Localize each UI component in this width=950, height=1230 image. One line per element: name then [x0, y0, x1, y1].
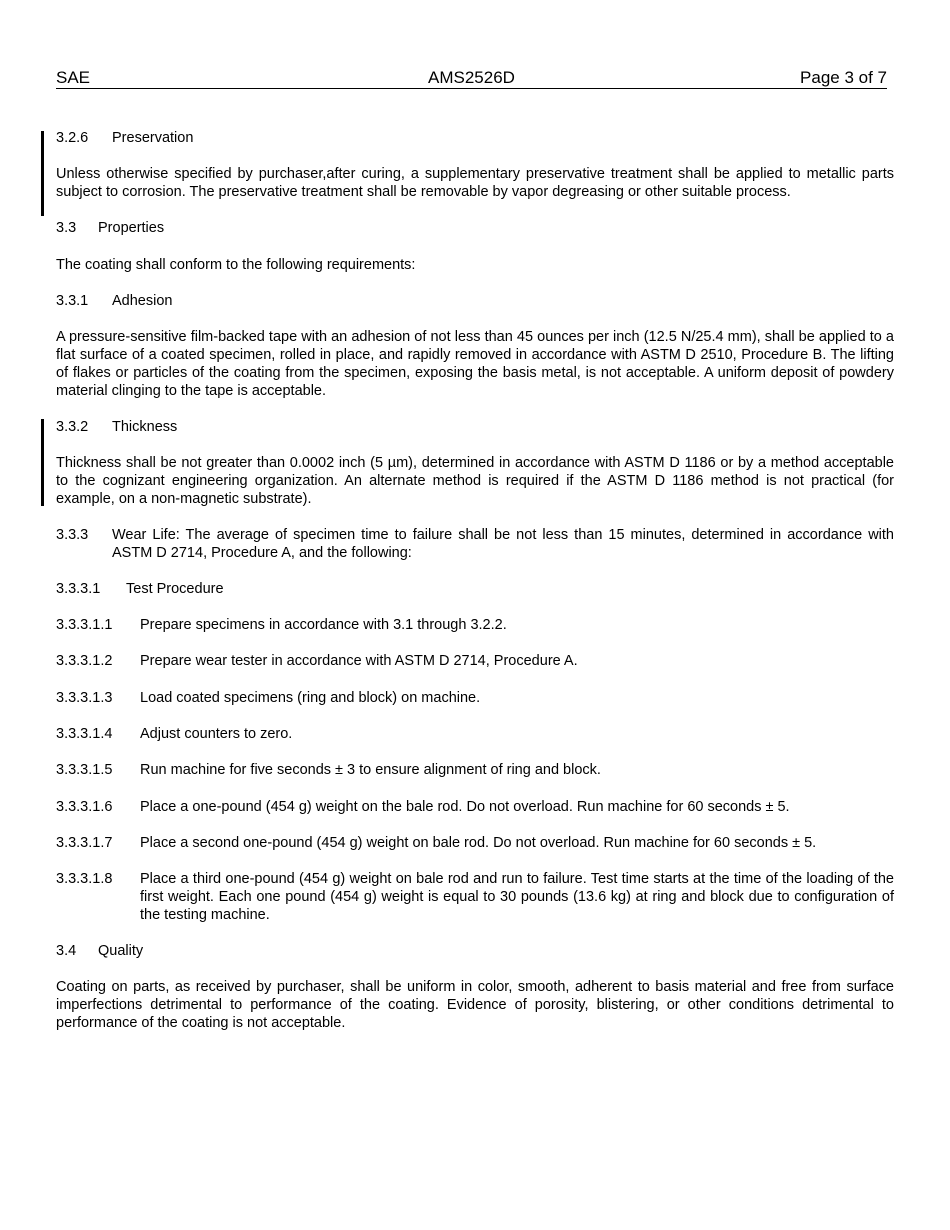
step-text: Prepare wear tester in accordance with ASTM D 2714, Procedure A.: [140, 653, 578, 669]
section-hanging-paragraph: [56, 526, 894, 562]
header-org: SAE: [56, 68, 91, 87]
procedure-step: [56, 652, 894, 670]
section-title: Preservation: [112, 130, 194, 146]
section-paragraph: A pressure-sensitive film-backed tape with an adhesion of not less than 45 ounces per inch (12.5 N/25.4 mm), shall be applied to a flat surface of a coated specimen, rolled in place, and rapidly removed in accordance with ASTM D 2510, Procedure B. The lifting of flakes or particles of the coating from the specimen, exposing the basis metal, is not acceptable. A uniform deposit of powdery material clinging to the tape is acceptable.: [56, 329, 894, 399]
section-number: 3.3.3: [56, 527, 89, 543]
section-heading: [56, 942, 894, 960]
step-text: Place a one-pound (454 g) weight on the bale rod. Do not overload. Run machine for 60 seconds ± 5.: [140, 799, 790, 815]
step-number: 3.3.3.1.8: [56, 871, 113, 887]
procedure-step: [56, 725, 894, 743]
procedure-step: [56, 870, 894, 924]
section-title: Test Procedure: [126, 581, 224, 597]
header-doc-number: AMS2526D: [428, 68, 515, 87]
step-text: Place a second one-pound (454 g) weight on bale rod. Do not overload. Run machine for 60 seconds ± 5.: [140, 835, 817, 851]
section-paragraph: The coating shall conform to the following requirements:: [56, 257, 416, 273]
section-number: 3.3.2: [56, 419, 89, 435]
section-heading: [56, 418, 894, 436]
section-title: Quality: [98, 943, 144, 959]
step-number: 3.3.3.1.1: [56, 617, 113, 633]
step-number: 3.3.3.1.6: [56, 799, 113, 815]
step-text: Place a third one-pound (454 g) weight on bale rod and run to failure. Test time starts at the time of the loading of the first weight. Each one pound (454 g) weight is equal to 30 pounds (13.6 kg) at ring and block due to configuration of the testing machine.: [140, 871, 894, 923]
revision-change-bar: [41, 419, 44, 506]
procedure-step: [56, 689, 894, 707]
header-page-number: Page 3 of 7: [800, 68, 887, 87]
step-number: 3.3.3.1.3: [56, 690, 113, 706]
section-number: 3.4: [56, 943, 77, 959]
procedure-step: [56, 616, 894, 634]
step-text: Prepare specimens in accordance with 3.1 through 3.2.2.: [140, 617, 507, 633]
section-paragraph: Thickness shall be not greater than 0.0002 inch (5 µm), determined in accordance with ASTM D 1186 or by a method acceptable to the cognizant engineering organization. An alternate method is required if the ASTM D 1186 method is not practical (for example, on a non-magnetic substrate).: [56, 455, 894, 507]
section-heading: [56, 580, 894, 598]
procedure-step: [56, 761, 894, 779]
procedure-step: [56, 798, 894, 816]
step-number: 3.3.3.1.5: [56, 762, 113, 778]
section-title: Properties: [98, 220, 165, 236]
section-paragraph: Unless otherwise specified by purchaser,after curing, a supplementary preservative treatment shall be applied to metallic parts subject to corrosion. The preservative treatment shall be removable by vapor degreasing or other suitable process.: [56, 166, 894, 200]
procedure-step: [56, 834, 894, 852]
step-text: Load coated specimens (ring and block) on machine.: [140, 690, 481, 706]
section-number: 3.3.1: [56, 293, 89, 309]
page-header: [56, 68, 887, 89]
section-title: Thickness: [112, 419, 178, 435]
section-number: 3.3: [56, 220, 77, 236]
step-text: Adjust counters to zero.: [140, 726, 293, 742]
revision-change-bar: [41, 131, 44, 216]
section-heading: [56, 292, 894, 310]
section-title: Adhesion: [112, 293, 173, 309]
section-number: 3.2.6: [56, 130, 89, 146]
section-number: 3.3.3.1: [56, 581, 101, 597]
section-heading: [56, 129, 894, 147]
step-text: Run machine for five seconds ± 3 to ensure alignment of ring and block.: [140, 762, 601, 778]
section-text: Wear Life: The average of specimen time to failure shall be not less than 15 minutes, determined in accordance with ASTM D 2714, Procedure A, and the following:: [112, 527, 894, 561]
step-number: 3.3.3.1.7: [56, 835, 113, 851]
step-number: 3.3.3.1.4: [56, 726, 113, 742]
section-heading: [56, 219, 894, 237]
section-paragraph: Coating on parts, as received by purchaser, shall be uniform in color, smooth, adherent to basis material and free from surface imperfections detrimental to performance of the coating. Evidence of porosity, blistering, or other conditions detrimental to performance of the coating is not acceptable.: [56, 979, 894, 1031]
step-number: 3.3.3.1.2: [56, 653, 113, 669]
